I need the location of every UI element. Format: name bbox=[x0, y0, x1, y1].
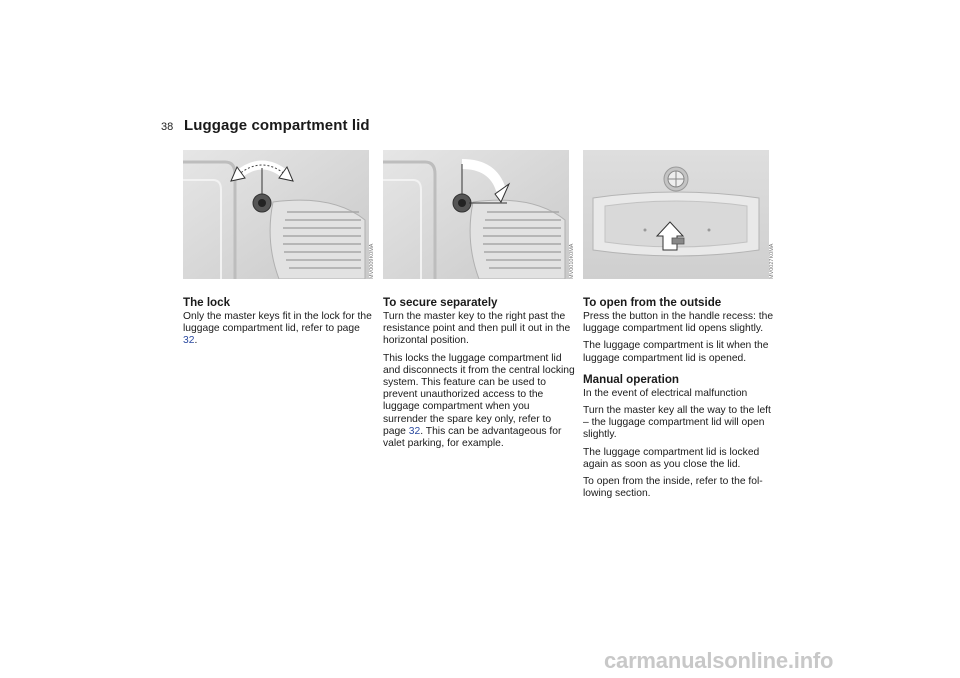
heading-the-lock: The lock bbox=[183, 296, 231, 309]
page-number: 38 bbox=[161, 121, 174, 133]
paragraph-lock-info: Only the master keys fit in the lock for the luggage compartment lid, refer to page 32. bbox=[183, 311, 372, 347]
figure-code-2: MV0010K0MA bbox=[569, 243, 575, 279]
page-title: Luggage compartment lid bbox=[184, 117, 370, 134]
figure-code-1: MV0009K0MA bbox=[369, 243, 375, 279]
watermark: carmanualsonline.info bbox=[604, 648, 834, 673]
paragraph-open-light: The luggage compartment is lit when the luggage compartment lid is opened. bbox=[583, 340, 769, 364]
heading-manual-operation: Manual operation bbox=[583, 372, 679, 386]
section-open-from-outside bbox=[583, 296, 775, 505]
heading-open-from-outside: To open from the outside bbox=[583, 296, 722, 309]
trunk-illustration bbox=[583, 150, 769, 279]
page-ref-link[interactable]: 32 bbox=[183, 335, 195, 347]
figure-lock-secure-separately bbox=[383, 150, 569, 279]
lock-illustration-1 bbox=[183, 150, 369, 279]
paragraph-secure-step: Turn the master key to the right past the resistance point and then pull it out in the horizontal position. bbox=[383, 311, 571, 347]
figure-lock-key-rotation bbox=[183, 150, 369, 279]
paragraph-open-inside: To open from the inside, refer to the fol-lowing section. bbox=[583, 476, 763, 500]
page-ref-link[interactable]: 32 bbox=[408, 425, 421, 437]
section-secure-separately bbox=[383, 296, 575, 455]
figure-code-3: MV0027K0MA bbox=[769, 243, 775, 279]
paragraph-relock: The luggage compartment lid is locked again as soon as you close the lid. bbox=[583, 446, 760, 470]
figure-open-from-outside bbox=[583, 150, 769, 279]
paragraph-open-step: Press the button in the handle recess: the luggage compartment lid opens slightly. bbox=[583, 311, 774, 335]
paragraph-malfunction: In the event of electrical malfunction bbox=[583, 387, 748, 399]
heading-secure-separately: To secure separately bbox=[383, 296, 498, 309]
paragraph-secure-info: This locks the luggage compartment lid and disconnects it from the central locking system. This feature can be used to prevent unauthorized access to the luggage compartment when you surrender the spare key only, refer to page 32. This can be advantageous for valet parking, for example. bbox=[383, 352, 575, 450]
lock-illustration-2 bbox=[383, 150, 569, 279]
section-the-lock bbox=[183, 296, 375, 353]
paragraph-manual-step: Turn the master key all the way to the left – the luggage compartment lid will open slightly. bbox=[583, 405, 771, 441]
